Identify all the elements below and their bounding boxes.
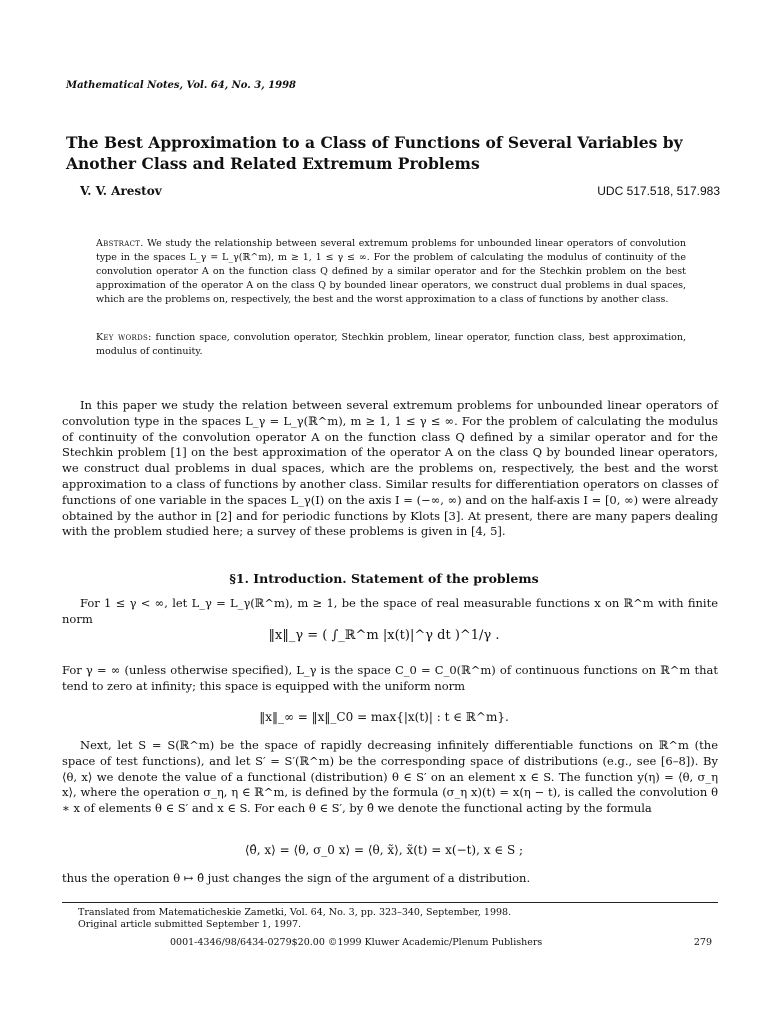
footnote-divider: [62, 902, 718, 903]
abstract-text: We study the relationship between several extremum problems for unbounded linear operators of convolution type in the spaces L_γ = L_γ(ℝ^m), m ≥ 1, 1 ≤ γ ≤ ∞. For the problem of calculating the modulus of continuity of the convolution operator A on the function class Q defined by a similar operator and for the Stechkin problem on the best approximation of the operator A on the class Q by bounded linear operators, we construct dual problems in dual spaces, which are the problems on, respectively, the best and the worst approximation to a class of functions by another class.: [96, 238, 686, 305]
paragraph-distributions: Next, let S = S(ℝ^m) be the space of rapidly decreasing infinitely differentiable functions on ℝ^m (the space of test functions), and let S′ = S′(ℝ^m) be the corresponding space of distributions (e.g., see [6–8]). By ⟨θ, x⟩ we denote the value of a functional (distribution) θ ∈ S′ on an element x ∈ S. The function y(η) = ⟨θ, σ_η x⟩, where the operation σ_η, η ∈ ℝ^m, is defined by the formula (σ_η x)(t) = x(η − t), is called the convolution θ ∗ x of elements θ ∈ S′ and x ∈ S. For each θ ∈ S′, by θ̂ we denote the functional acting by the formula: [62, 738, 718, 816]
section-heading: §1. Introduction. Statement of the problems: [229, 571, 539, 586]
abstract: [96, 237, 686, 307]
equation-uniform-norm: ‖x‖_∞ = ‖x‖_C0 = max{|x(t)| : t ∈ ℝ^m}.: [259, 710, 509, 724]
author-name: V. V. Arestov: [80, 184, 162, 198]
footnote-translation: Translated from Matematicheskie Zametki, Vol. 64, No. 3, pp. 323–340, September, 1998.: [78, 907, 512, 918]
footnote-submitted: Original article submitted September 1, 1997.: [78, 919, 302, 930]
keywords-text: function space, convolution operator, Stechkin problem, linear operator, function class, best approximation, modulus of continuity.: [96, 332, 686, 357]
journal-header: Mathematical Notes, Vol. 64, No. 3, 1998: [66, 80, 297, 91]
intro-paragraph: In this paper we study the relation between several extremum problems for unbounded linear operators of convolution type in the spaces L_γ = L_γ(ℝ^m), m ≥ 1, 1 ≤ γ ≤ ∞. For the problem of calculating the modulus of continuity of the convolution operator A on the function class Q defined by a similar operator and for the Stechkin problem [1] on the best approximation of the operator A on the class Q by bounded linear operators, we construct dual problems in dual spaces, which are the problems on, respectively, the best and the worst approximation to a class of functions by another class. Similar results for differentiation operators on classes of functions of one variable in the spaces L_γ(I) on the axis I = (−∞, ∞) and on the half-axis I = [0, ∞) were already obtained by the author in [2] and for periodic functions by Klots [3]. At present, there are many papers dealing with the problem studied here; a survey of these problems is given in [4, 5].: [62, 398, 718, 539]
footnote: [78, 907, 511, 931]
article-title: The Best Approximation to a Class of Functions of Several Variables by Another Class and Related Extremum Problems: [66, 133, 683, 173]
paragraph-sign-change: thus the operation θ ↦ θ̂ just changes the sign of the argument of a distribution.: [62, 871, 531, 885]
keywords: [96, 331, 686, 359]
equation-functional: ⟨θ̂, x⟩ = ⟨θ, σ_0 x⟩ = ⟨θ, x̃⟩, x̃(t) = x(−t), x ∈ S ;: [244, 843, 524, 857]
publisher-footer: 0001-4346/98/6434-0279$20.00 ©1999 Kluwer Academic/Plenum Publishers: [170, 937, 543, 948]
equation-lp-norm: ‖x‖_γ = ( ∫_ℝ^m |x(t)|^γ dt )^1/γ .: [268, 628, 500, 643]
page-number: 279: [693, 937, 712, 948]
paragraph-c0-space: For γ = ∞ (unless otherwise specified), L_γ is the space C_0 = C_0(ℝ^m) of continuous functions on ℝ^m that tend to zero at infinity; this space is equipped with the uniform norm: [62, 663, 718, 693]
abstract-label: Abstract.: [96, 238, 144, 249]
paragraph-norm-definition: For 1 ≤ γ < ∞, let L_γ = L_γ(ℝ^m), m ≥ 1, be the space of real measurable functions x on ℝ^m with finite norm: [62, 596, 718, 626]
keywords-label: Key words:: [96, 332, 152, 343]
udc-code: UDC 517.518, 517.983: [597, 184, 720, 198]
